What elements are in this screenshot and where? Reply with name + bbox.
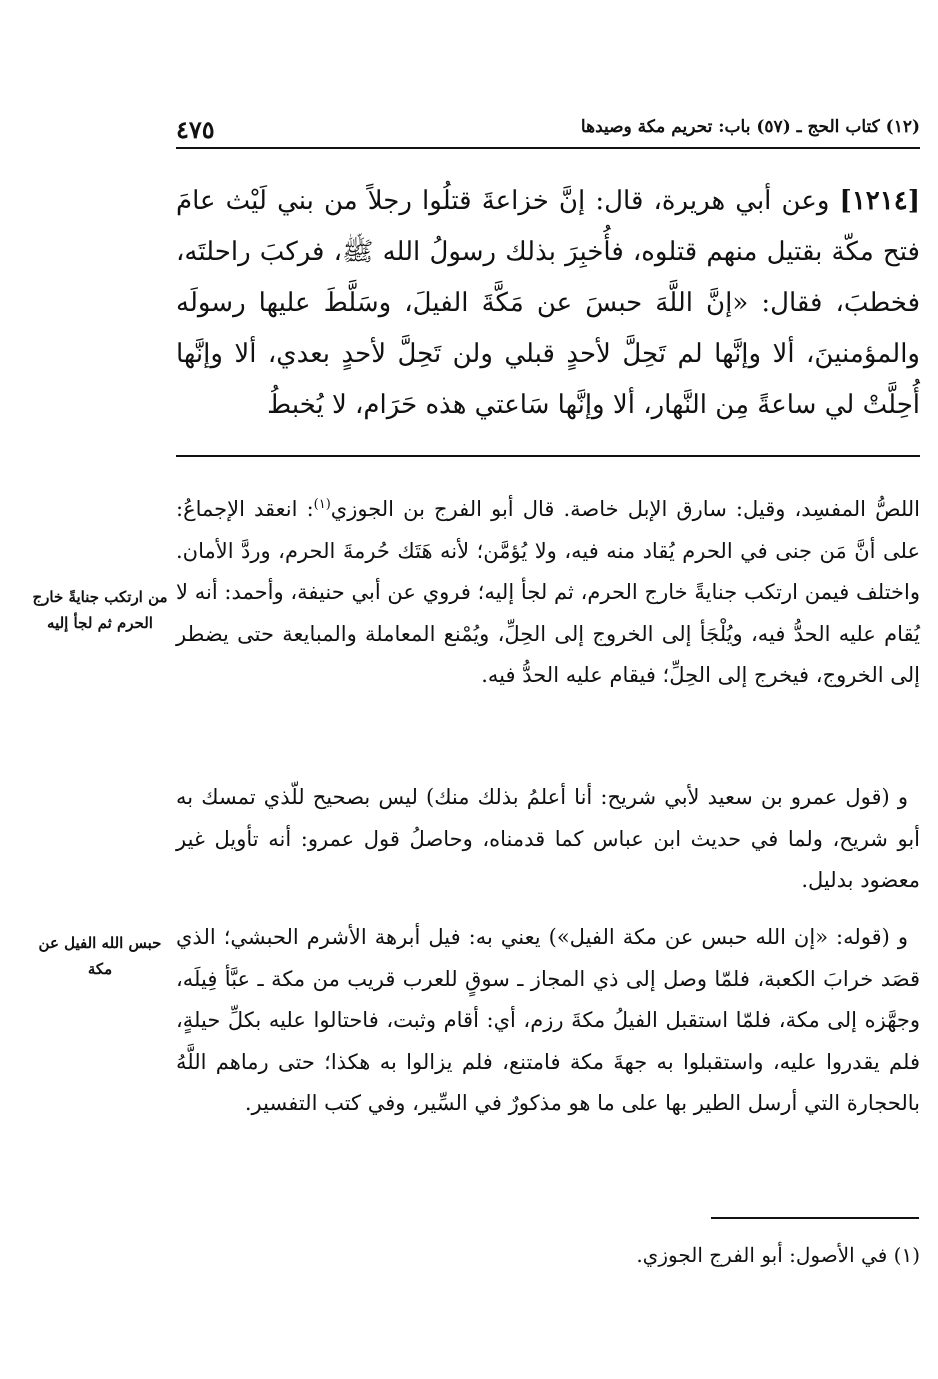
commentary-paragraph-1 xyxy=(176,484,920,697)
commentary-p1-rest: : انعقد الإجماعُ: على أنَّ مَن جنى في الحرم يُقاد منه فيه، ولا يُؤمَّن؛ لأنه هَتَك حُرمةَ الحرم، وردَّ الأمان. واختلف فيمن ارتكب جنايةً خارج الحرم، ثم لجأ إليه؛ فروي عن أبي حنيفة، وأحمد: أنه لا يُقام عليه الحدُّ فيه، ويُلْجَأ إلى الخروج إلى الحِلِّ، ويُمْنع المعاملة والمبايعة حتى يضطر إلى الخروج، فيخرج إلى الحِلِّ؛ فيقام عليه الحدُّ فيه. xyxy=(176,497,920,687)
hadith-text xyxy=(176,176,920,431)
commentary-paragraph-2 xyxy=(176,777,920,902)
section-divider xyxy=(176,455,920,457)
commentary-p2-text: و (قول عمرو بن سعيد لأبي شريح: أنا أعلمُ بذلك منك) ليس بصحيح للّذي تمسك به أبو شريح، ولما في حديث ابن عباس كما قدمناه، وحاصلُ قول عمرو: أنه تأويل غير معضود بدليل. xyxy=(176,785,920,892)
hadith-number: [١٢١٤] xyxy=(839,186,920,216)
margin-note-1: من ارتكب جنايةً خارج الحرم ثم لجأ إليه xyxy=(32,588,168,632)
footnote-marker: (١) xyxy=(313,497,331,512)
footnote: (١) في الأصول: أبو الفرج الجوزي. xyxy=(636,1243,920,1267)
page-number: ٤٧٥ xyxy=(176,115,215,144)
page-header xyxy=(176,113,920,147)
footnote-rule xyxy=(711,1217,919,1219)
margin-note-2: حبس الله الفيل عن مكة xyxy=(38,934,162,978)
commentary-p1-start: اللصُّ المفسِد، وقيل: سارق الإبل خاصة. قال أبو الفرج بن الجوزي xyxy=(330,497,921,521)
header-rule xyxy=(176,147,920,149)
commentary-p3-text: و (قوله: «إن الله حبس عن مكة الفيل») يعني به: فيل أبرهة الأشرم الحبشي؛ الذي قصَد خرابَ الكعبة، فلمّا وصل إلى ذي المجاز ـ سوقٍ للعرب قريب من مكة ـ عبَّأ فِيلَه، وجهَّزه إلى مكة، فلمّا استقبل الفيلُ مكةَ رزم، أي: أقام وثبت، فاحتالوا عليه بكلِّ حيلةٍ، فلم يقدروا عليه، واستقبلوا به جهةَ مكة فامتنع، فلم يزالوا به هكذا؛ حتى رماهم اللَّهُ بالحجارة التي أرسل الطير بها على ما هو مذكورٌ في السِّير، وفي كتب التفسير. xyxy=(176,925,920,1115)
hadith-body: وعن أبي هريرة، قال: إنَّ خزاعةَ قتلُوا رجلاً من بني لَيْث عامَ فتح مكّة بقتيل منهم قتلوه، فأُخبِرَ بذلك رسولُ الله ﷺ، فركبَ راحلتَه، فخطبَ، فقال: «إنَّ اللَّهَ حبسَ عن مَكَّةَ الفيلَ، وسَلَّطَ عليها رسولَه والمؤمنينَ، ألا وإنَّها لم تَحِلَّ لأحدٍ قبلي ولن تَحِلَّ لأحدٍ بعدي، ألا وإنَّها أُحِلَّتْ لي ساعةً مِن النَّهار، ألا وإنَّها سَاعتي هذه حَرَام، لا يُخبطُ xyxy=(176,186,920,420)
commentary-paragraph-3 xyxy=(176,917,920,1125)
running-title: (١٢) كتاب الحج ـ (٥٧) باب: تحريم مكة وصيدها xyxy=(580,117,920,137)
